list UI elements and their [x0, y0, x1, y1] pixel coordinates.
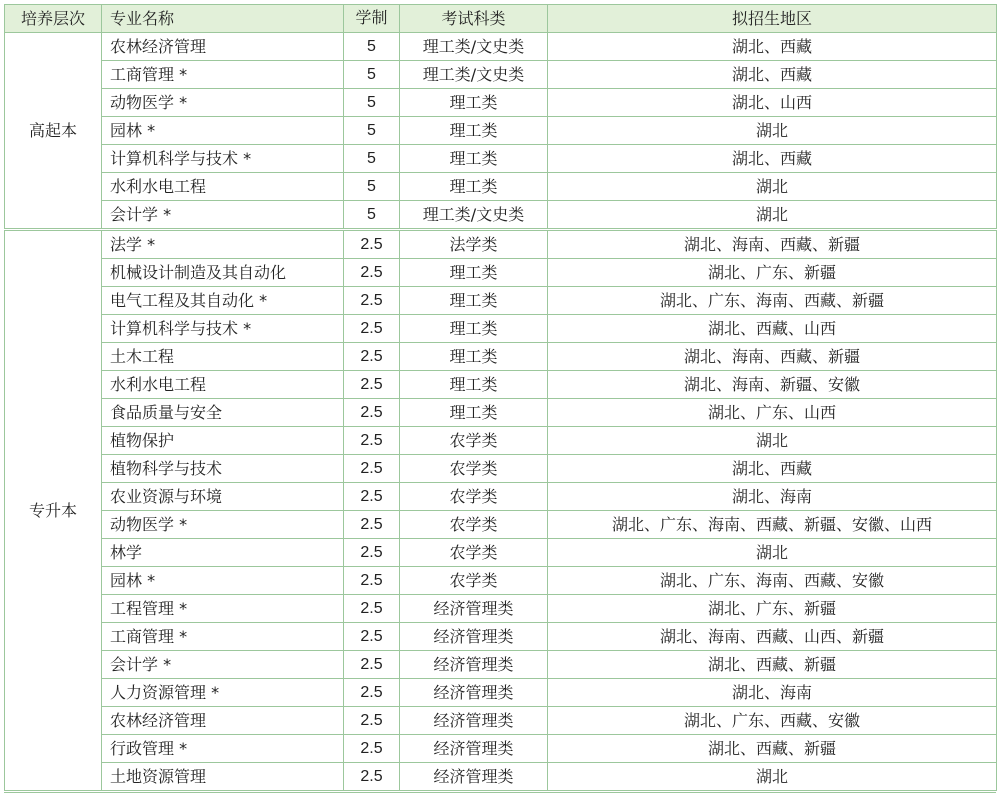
region-cell: 湖北、西藏: [548, 145, 997, 173]
years-cell: 2.5: [344, 259, 400, 287]
years-cell: 2.5: [344, 539, 400, 567]
years-cell: 5: [344, 61, 400, 89]
region-cell: 湖北、海南: [548, 679, 997, 707]
major-name-cell: 动物医学 *: [102, 89, 344, 117]
region-cell: 湖北、广东、西藏、安徽: [548, 707, 997, 735]
exam-category-cell: 经济管理类: [400, 763, 548, 791]
years-cell: 2.5: [344, 230, 400, 259]
years-cell: 2.5: [344, 315, 400, 343]
header-region: 拟招生地区: [548, 5, 997, 33]
table-row: [5, 117, 997, 145]
exam-category-cell: 理工类/文史类: [400, 33, 548, 61]
exam-category-cell: 农学类: [400, 511, 548, 539]
exam-category-cell: 法学类: [400, 230, 548, 259]
region-cell: 湖北、海南: [548, 483, 997, 511]
table-row: [5, 651, 997, 679]
table-row: [5, 371, 997, 399]
years-cell: 2.5: [344, 371, 400, 399]
exam-category-cell: 理工类: [400, 117, 548, 145]
exam-category-cell: 理工类/文史类: [400, 201, 548, 230]
exam-category-cell: 理工类: [400, 89, 548, 117]
header-years: 学制: [344, 5, 400, 33]
header-level: 培养层次: [5, 5, 102, 33]
years-cell: 2.5: [344, 763, 400, 791]
table-row: [5, 707, 997, 735]
years-cell: 2.5: [344, 511, 400, 539]
table-row: [5, 145, 997, 173]
region-cell: 湖北: [548, 173, 997, 201]
region-cell: 湖北、广东、新疆: [548, 259, 997, 287]
exam-category-cell: 农学类: [400, 539, 548, 567]
majors-table: [4, 4, 997, 791]
table-row: [5, 763, 997, 791]
major-name-cell: 工商管理 *: [102, 61, 344, 89]
years-cell: 2.5: [344, 287, 400, 315]
years-cell: 2.5: [344, 707, 400, 735]
table-row: [5, 201, 997, 230]
table-row: [5, 173, 997, 201]
exam-category-cell: 经济管理类: [400, 595, 548, 623]
level-cell: 高起本: [5, 33, 102, 230]
region-cell: 湖北、西藏、新疆: [548, 735, 997, 763]
region-cell: 湖北: [548, 539, 997, 567]
bottom-divider: [4, 792, 996, 793]
exam-category-cell: 理工类: [400, 173, 548, 201]
table-row: [5, 287, 997, 315]
table-row: [5, 539, 997, 567]
table-row: [5, 511, 997, 539]
exam-category-cell: 理工类: [400, 315, 548, 343]
region-cell: 湖北、西藏: [548, 455, 997, 483]
major-name-cell: 植物保护: [102, 427, 344, 455]
region-cell: 湖北、海南、西藏、新疆: [548, 230, 997, 259]
years-cell: 2.5: [344, 399, 400, 427]
region-cell: 湖北、西藏: [548, 61, 997, 89]
major-name-cell: 会计学 *: [102, 651, 344, 679]
table-row: [5, 679, 997, 707]
major-name-cell: 水利水电工程: [102, 173, 344, 201]
major-name-cell: 水利水电工程: [102, 371, 344, 399]
years-cell: 2.5: [344, 455, 400, 483]
years-cell: 2.5: [344, 427, 400, 455]
header-major-name: 专业名称: [102, 5, 344, 33]
major-name-cell: 计算机科学与技术 *: [102, 315, 344, 343]
years-cell: 2.5: [344, 567, 400, 595]
major-name-cell: 植物科学与技术: [102, 455, 344, 483]
major-name-cell: 人力资源管理 *: [102, 679, 344, 707]
years-cell: 5: [344, 33, 400, 61]
table-row: [5, 455, 997, 483]
table-row: [5, 427, 997, 455]
years-cell: 2.5: [344, 343, 400, 371]
major-name-cell: 机械设计制造及其自动化: [102, 259, 344, 287]
exam-category-cell: 理工类/文史类: [400, 61, 548, 89]
exam-category-cell: 经济管理类: [400, 679, 548, 707]
exam-category-cell: 经济管理类: [400, 735, 548, 763]
years-cell: 2.5: [344, 735, 400, 763]
table-row: [5, 343, 997, 371]
major-name-cell: 工程管理 *: [102, 595, 344, 623]
major-name-cell: 林学: [102, 539, 344, 567]
major-name-cell: 园林 *: [102, 567, 344, 595]
exam-category-cell: 经济管理类: [400, 623, 548, 651]
region-cell: 湖北、海南、西藏、山西、新疆: [548, 623, 997, 651]
exam-category-cell: 农学类: [400, 567, 548, 595]
exam-category-cell: 理工类: [400, 399, 548, 427]
region-cell: 湖北: [548, 427, 997, 455]
region-cell: 湖北、西藏、山西: [548, 315, 997, 343]
exam-category-cell: 经济管理类: [400, 651, 548, 679]
years-cell: 5: [344, 173, 400, 201]
table-row: [5, 735, 997, 763]
table-body: [5, 33, 997, 791]
exam-category-cell: 理工类: [400, 259, 548, 287]
years-cell: 2.5: [344, 623, 400, 651]
years-cell: 5: [344, 89, 400, 117]
major-name-cell: 会计学 *: [102, 201, 344, 230]
years-cell: 2.5: [344, 483, 400, 511]
years-cell: 2.5: [344, 679, 400, 707]
exam-category-cell: 农学类: [400, 427, 548, 455]
major-name-cell: 农林经济管理: [102, 33, 344, 61]
table-row: [5, 230, 997, 259]
exam-category-cell: 农学类: [400, 483, 548, 511]
table-row: [5, 623, 997, 651]
region-cell: 湖北、海南、西藏、新疆: [548, 343, 997, 371]
table-row: [5, 89, 997, 117]
major-name-cell: 农林经济管理: [102, 707, 344, 735]
exam-category-cell: 理工类: [400, 371, 548, 399]
table-row: [5, 259, 997, 287]
exam-category-cell: 农学类: [400, 455, 548, 483]
major-name-cell: 食品质量与安全: [102, 399, 344, 427]
region-cell: 湖北: [548, 763, 997, 791]
major-name-cell: 土木工程: [102, 343, 344, 371]
table-row: [5, 33, 997, 61]
years-cell: 2.5: [344, 651, 400, 679]
exam-category-cell: 经济管理类: [400, 707, 548, 735]
table-row: [5, 315, 997, 343]
level-cell: 专升本: [5, 230, 102, 791]
region-cell: 湖北、山西: [548, 89, 997, 117]
region-cell: 湖北、西藏、新疆: [548, 651, 997, 679]
region-cell: 湖北、广东、山西: [548, 399, 997, 427]
table-row: [5, 567, 997, 595]
table-row: [5, 595, 997, 623]
major-name-cell: 动物医学 *: [102, 511, 344, 539]
years-cell: 5: [344, 201, 400, 230]
region-cell: 湖北: [548, 117, 997, 145]
region-cell: 湖北、广东、新疆: [548, 595, 997, 623]
major-name-cell: 计算机科学与技术 *: [102, 145, 344, 173]
region-cell: 湖北、广东、海南、西藏、新疆、安徽、山西: [548, 511, 997, 539]
major-name-cell: 法学 *: [102, 230, 344, 259]
header-row: [5, 5, 997, 33]
region-cell: 湖北、海南、新疆、安徽: [548, 371, 997, 399]
table-row: [5, 61, 997, 89]
region-cell: 湖北、广东、海南、西藏、新疆: [548, 287, 997, 315]
exam-category-cell: 理工类: [400, 343, 548, 371]
table-row: [5, 399, 997, 427]
years-cell: 2.5: [344, 595, 400, 623]
major-name-cell: 行政管理 *: [102, 735, 344, 763]
major-name-cell: 电气工程及其自动化 *: [102, 287, 344, 315]
years-cell: 5: [344, 145, 400, 173]
exam-category-cell: 理工类: [400, 145, 548, 173]
region-cell: 湖北: [548, 201, 997, 230]
years-cell: 5: [344, 117, 400, 145]
table-row: [5, 483, 997, 511]
region-cell: 湖北、西藏: [548, 33, 997, 61]
header-exam-category: 考试科类: [400, 5, 548, 33]
region-cell: 湖北、广东、海南、西藏、安徽: [548, 567, 997, 595]
major-name-cell: 园林 *: [102, 117, 344, 145]
enrollment-table-container: [4, 4, 996, 791]
exam-category-cell: 理工类: [400, 287, 548, 315]
major-name-cell: 工商管理 *: [102, 623, 344, 651]
major-name-cell: 农业资源与环境: [102, 483, 344, 511]
major-name-cell: 土地资源管理: [102, 763, 344, 791]
